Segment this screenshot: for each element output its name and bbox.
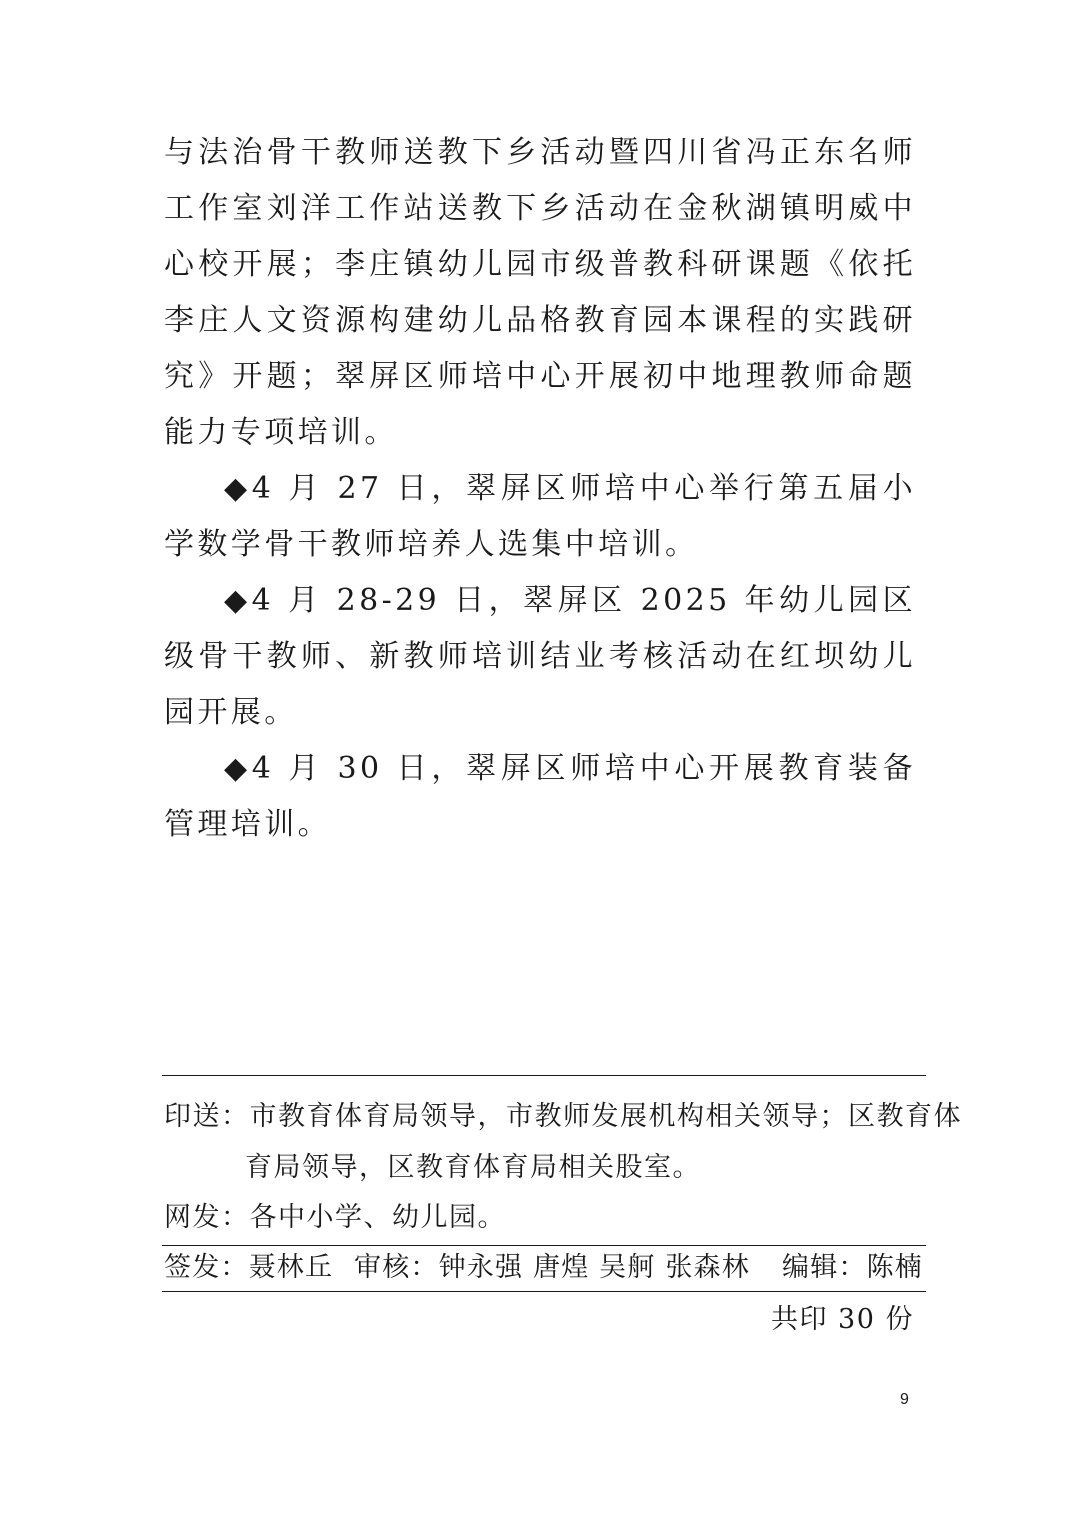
body-paragraph: ◆4 月 27 日，翠屏区师培中心举行第五届小学数学骨干教师培养人选集中培训。 xyxy=(164,471,916,562)
copies-count: 共印 30 份 xyxy=(770,1304,914,1335)
issuer-name: 聂林丘 xyxy=(248,1252,334,1283)
footer-top-rule xyxy=(162,1075,926,1076)
reviewer-names: 钟永强 唐煌 吴舸 张森林 xyxy=(438,1252,750,1283)
cc-label: 印送： xyxy=(164,1101,250,1132)
editor-label: 编辑： xyxy=(782,1252,867,1283)
distribution-line xyxy=(164,1198,506,1238)
page-number: 9 xyxy=(900,1391,909,1408)
signoff-bottom-rule xyxy=(162,1291,926,1292)
body-paragraph: ◆4 月 30 日，翠屏区师培中心开展教育装备管理培训。 xyxy=(164,751,916,842)
distribution-value: 各中小学、幼儿园。 xyxy=(249,1202,506,1233)
distribution-label: 网发： xyxy=(164,1202,250,1233)
issuer xyxy=(164,1248,333,1288)
editor-name: 陈楠 xyxy=(866,1252,924,1283)
issuer-label: 签发： xyxy=(164,1252,249,1283)
editor xyxy=(782,1248,923,1288)
body-paragraph: 与法治骨干教师送教下乡活动暨四川省冯正东名师工作室刘洋工作站送教下乡活动在金秋湖镇明威中心校开展；李庄镇幼儿园市级普教科研课题《依托李庄人文资源构建幼儿品格教育园本课程的实践研究》开题；翠屏区师培中心开展初中地理教师命题能力专项培训。 xyxy=(164,135,916,450)
reviewer-label: 审核： xyxy=(354,1252,439,1283)
cc-recipients-continued: 育局领导，区教育体育局相关股室。 xyxy=(245,1152,701,1183)
body-paragraph: ◆4 月 28-29 日，翠屏区 2025 年幼儿园区级骨干教师、新教师培训结业考核活动在红坝幼儿园开展。 xyxy=(164,583,916,730)
cc-line-1 xyxy=(164,1097,962,1137)
cc-line-2 xyxy=(245,1148,701,1188)
reviewer xyxy=(354,1248,750,1288)
signoff-top-rule xyxy=(162,1245,926,1246)
cc-recipients: 市教育体育局领导，市教师发展机构相关领导；区教育体 xyxy=(249,1101,962,1132)
body-text xyxy=(164,125,916,853)
